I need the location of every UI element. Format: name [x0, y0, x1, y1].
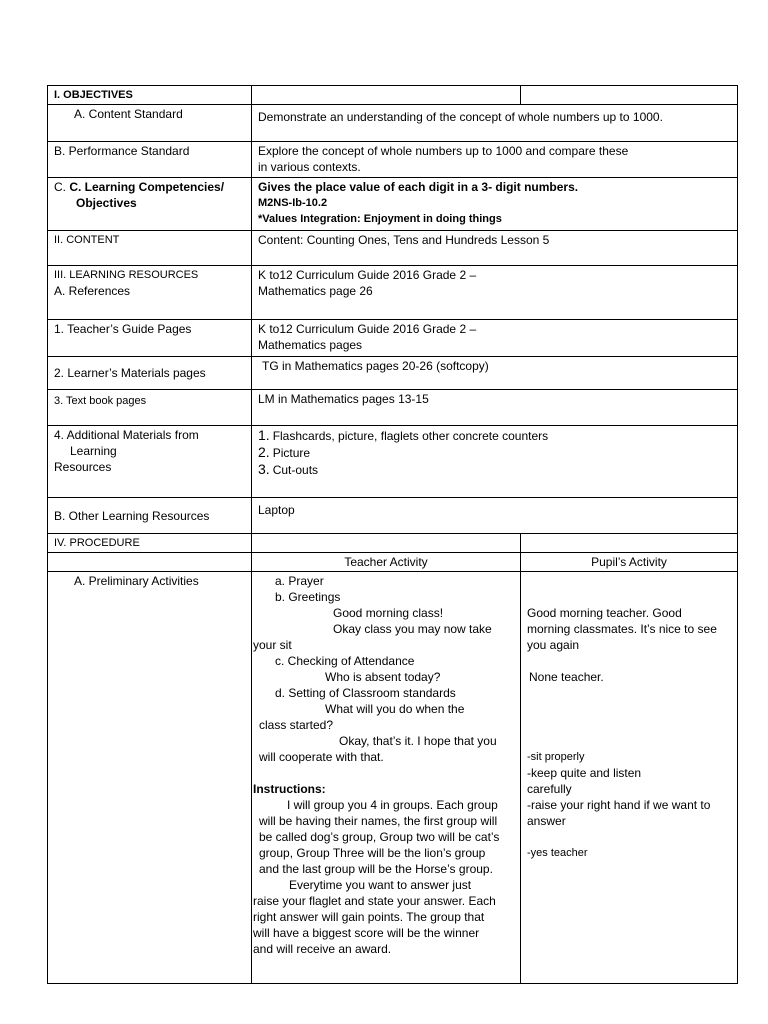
performance-standard-label: B. Performance Standard — [54, 144, 190, 158]
pupil-line: -sit properly — [527, 751, 585, 763]
pupil-line: carefully — [527, 782, 572, 796]
references-label: A. References — [54, 284, 131, 298]
pupil-line: you again — [527, 638, 580, 652]
teacher-line: Okay class you may now take — [333, 622, 492, 636]
objectives-heading: I. OBJECTIVES — [48, 86, 252, 105]
empty-cell — [48, 553, 252, 572]
teachers-guide-text-1: K to12 Curriculum Guide 2016 Grade 2 – — [258, 322, 477, 336]
teacher-line: a. Prayer — [275, 574, 324, 588]
additional-item: 3. Cut-outs — [258, 461, 319, 477]
row-references — [48, 266, 738, 320]
additional-label-2: Learning — [70, 444, 117, 458]
references-text-2: Mathematics page 26 — [258, 284, 373, 298]
teacher-line: Everytime you want to answer just — [289, 878, 472, 892]
row-objectives-heading — [48, 86, 738, 105]
other-text: Laptop — [252, 498, 738, 534]
pupil-activity-header: Pupil’s Activity — [521, 553, 738, 572]
row-learners-materials — [48, 357, 738, 390]
row-teachers-guide — [48, 320, 738, 357]
competencies-label-1: C. C. Learning Competencies/ — [54, 180, 225, 194]
performance-standard-text-1: Explore the concept of whole numbers up to 1000 and compare these — [258, 144, 629, 158]
additional-item: 2. Picture — [258, 444, 311, 460]
teacher-line: b. Greetings — [275, 590, 341, 604]
empty-cell — [521, 534, 738, 553]
additional-label-3: Resources — [54, 460, 112, 474]
pupil-activity-cell — [521, 572, 738, 984]
additional-item: 1. Flashcards, picture, flaglets other concrete counters — [258, 427, 549, 443]
lesson-plan-table — [47, 85, 738, 984]
teacher-line: I will group you 4 in groups. Each group — [287, 798, 498, 812]
pupil-line: -raise your right hand if we want to — [527, 798, 711, 812]
teacher-line: will cooperate with that. — [259, 750, 384, 764]
teacher-line: Okay, that’s it. I hope that you — [339, 734, 497, 748]
pupil-line: answer — [527, 814, 566, 828]
content-text: Content: Counting Ones, Tens and Hundreds Lesson 5 — [252, 231, 738, 266]
row-content-standard — [48, 105, 738, 142]
teacher-line: Who is absent today? — [325, 670, 441, 684]
teacher-line: c. Checking of Attendance — [275, 654, 415, 668]
additional-label-1: 4. Additional Materials from — [54, 428, 199, 442]
textbook-text: LM in Mathematics pages 13-15 — [252, 390, 738, 426]
teacher-line: Good morning class! — [333, 606, 444, 620]
pupil-line: morning classmates. It’s nice to see — [527, 622, 717, 636]
procedure-heading: IV. PROCEDURE — [48, 534, 252, 553]
row-procedure-columns — [48, 553, 738, 572]
content-label: II. CONTENT — [48, 231, 252, 266]
instructions-heading: Instructions: — [253, 782, 326, 796]
teachers-guide-label: 1. Teacher’s Guide Pages — [48, 320, 252, 357]
row-other-resources — [48, 498, 738, 534]
pupil-line: -keep quite and listen — [527, 766, 642, 780]
teacher-line: and the last group will be the Horse’s group. — [259, 862, 493, 876]
resources-heading: III. LEARNING RESOURCES — [54, 269, 199, 281]
teacher-line: group, Group Three will be the lion’s group — [259, 846, 486, 860]
competencies-code: M2NS-Ib-10.2 — [258, 197, 328, 209]
row-competencies — [48, 178, 738, 231]
learners-text: TG in Mathematics pages 20-26 (softcopy) — [252, 357, 738, 390]
row-performance-standard — [48, 142, 738, 178]
empty-cell — [521, 86, 738, 105]
teacher-line: What will you do when the — [325, 702, 465, 716]
teacher-line: your sit — [253, 638, 292, 652]
content-standard-text: Demonstrate an understanding of the concept of whole numbers up to 1000. — [258, 110, 663, 124]
competencies-text-1: Gives the place value of each digit in a 3- digit numbers. — [258, 180, 579, 194]
competencies-label-1-text: C. Learning Competencies/ — [69, 180, 225, 194]
teacher-line: raise your flaglet and state your answer. Each — [253, 894, 496, 908]
learners-label: 2. Learner’s Materials pages — [48, 357, 252, 390]
row-additional-materials — [48, 426, 738, 498]
teacher-line: and will receive an award. — [253, 942, 392, 956]
competencies-label-2: Objectives — [76, 196, 137, 210]
teacher-activity-header: Teacher Activity — [252, 553, 521, 572]
teachers-guide-text-2: Mathematics pages — [258, 338, 363, 352]
other-label: B. Other Learning Resources — [48, 498, 252, 534]
performance-standard-text-2: in various contexts. — [258, 160, 361, 174]
empty-cell — [252, 534, 521, 553]
teacher-line: be called dog’s group, Group two will be cat’s — [259, 830, 500, 844]
teacher-line: class started? — [259, 718, 334, 732]
competencies-values: *Values Integration: Enjoyment in doing things — [258, 213, 502, 225]
teacher-line: right answer will gain points. The group that — [253, 910, 485, 924]
row-procedure-heading — [48, 534, 738, 553]
teacher-activity-cell — [252, 572, 521, 984]
teacher-line: d. Setting of Classroom standards — [275, 686, 456, 700]
row-content — [48, 231, 738, 266]
teacher-line: will be having their names, the first group will — [259, 814, 498, 828]
row-textbook — [48, 390, 738, 426]
row-preliminary-activities — [48, 572, 738, 984]
preliminary-label: A. Preliminary Activities — [74, 574, 199, 588]
pupil-line: None teacher. — [529, 670, 604, 684]
references-text-1: K to12 Curriculum Guide 2016 Grade 2 – — [258, 268, 477, 282]
content-standard-label: A. Content Standard — [74, 107, 183, 121]
empty-cell — [252, 86, 521, 105]
teacher-line: will have a biggest score will be the winner — [253, 926, 480, 940]
pupil-line: -yes teacher — [527, 847, 588, 859]
textbook-label: 3. Text book pages — [48, 390, 252, 426]
pupil-line: Good morning teacher. Good — [527, 606, 682, 620]
